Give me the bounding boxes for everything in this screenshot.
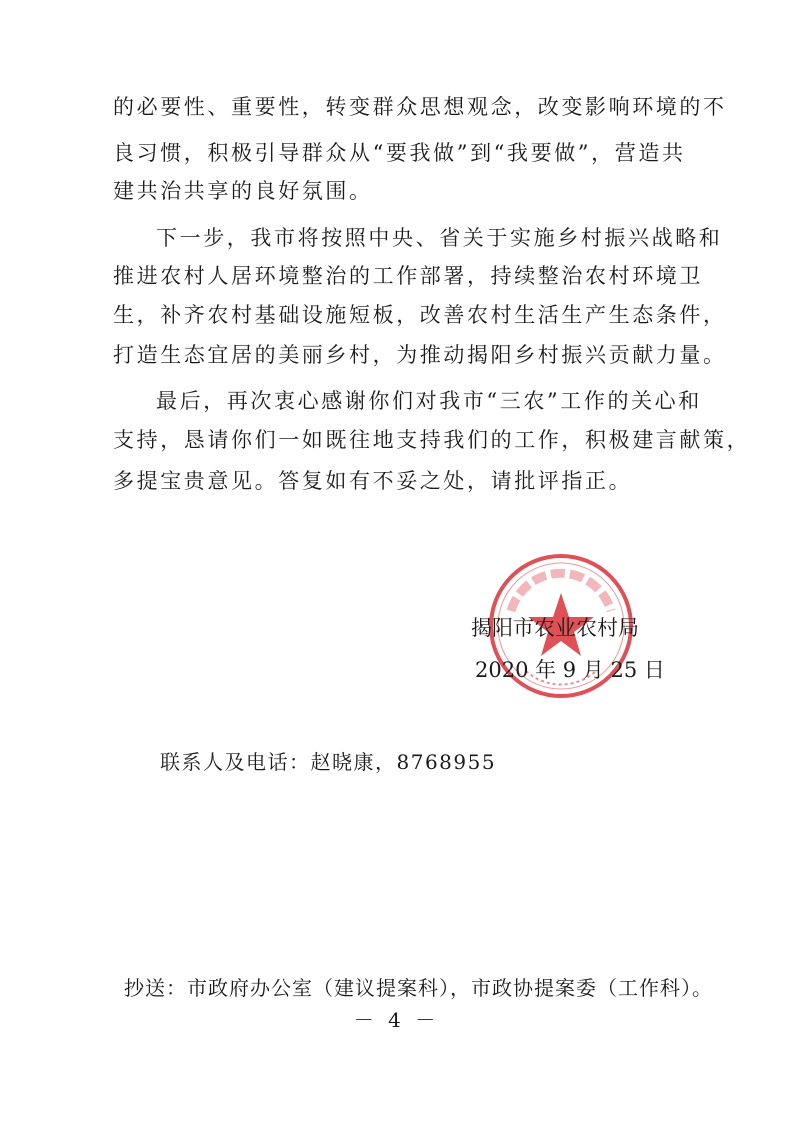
signature-date: 2020 年 9 月 25 日 bbox=[475, 658, 665, 682]
body-line-3: 建共治共享的良好氛围。 bbox=[113, 179, 373, 203]
contact-info: 联系人及电话：赵晓康，8768955 bbox=[160, 750, 497, 774]
cc-line: 抄送：市政府办公室（建议提案科），市政协提案委（工作科）。 bbox=[124, 976, 713, 1000]
body-line-8: 最后，再次衷心感谢你们对我市“三农”工作的关心和 bbox=[156, 389, 702, 413]
body-line-4: 下一步，我市将按照中央、省关于实施乡村振兴战略和 bbox=[156, 226, 723, 250]
body-line-2: 良习惯，积极引导群众从“要我做”到“我要做”，营造共 bbox=[113, 141, 686, 165]
signature-org: 揭阳市农业农村局 bbox=[471, 616, 639, 640]
body-line-9: 支持，恳请你们一如既往地支持我们的工作，积极建言献策， bbox=[113, 428, 751, 452]
body-line-1: 的必要性、重要性，转变群众思想观念，改变影响环境的不 bbox=[113, 95, 727, 119]
body-line-10: 多提宝贵意见。答复如有不妥之处，请批评指正。 bbox=[113, 469, 633, 493]
page-number: － 4 － bbox=[353, 1008, 440, 1032]
body-line-5: 推进农村人居环境整治的工作部署，持续整治农村环境卫 bbox=[113, 264, 703, 288]
body-line-6: 生，补齐农村基础设施短板，改善农村生活生产生态条件， bbox=[113, 303, 727, 327]
body-line-7: 打造生态宜居的美丽乡村，为推动揭阳乡村振兴贡献力量。 bbox=[113, 343, 727, 367]
